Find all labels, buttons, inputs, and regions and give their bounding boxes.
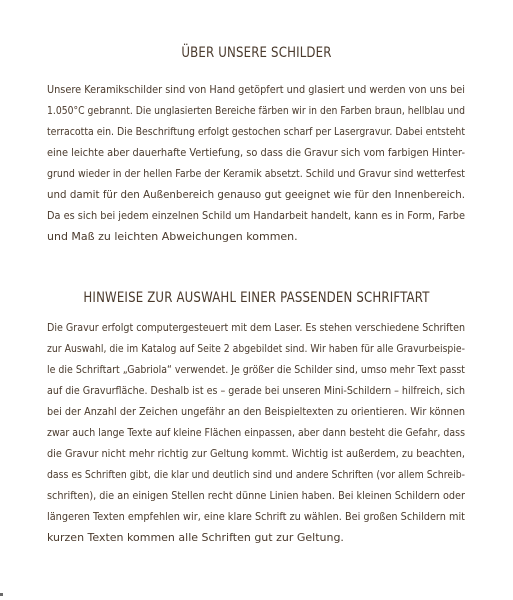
text-line: Die Gravur erfolgt computergesteuert mit dem Laser. Es stehen verschiedene Schriften (47, 321, 465, 334)
section-title-font-selection: HINWEISE ZUR AUSWAHL EINER PASSENDEN SCHRIFTART (83, 290, 430, 306)
text-line: eine leichte aber dauerhafte Vertiefung, so dass die Gravur sich vom farbigen Hinter- (47, 146, 465, 159)
text-line: und damit für den Außenbereich genauso gut geeignet wie für den Innenbereich. (47, 188, 465, 201)
text-line: Unsere Keramikschilder sind von Hand getöpfert und glasiert und werden von uns bei (47, 83, 465, 96)
text-line: le die Schriftart „Gabriola“ verwendet. Je größer die Schilder sind, umso mehr Text passt (47, 363, 465, 376)
text-line: schriften), die an einigen Stellen recht dünne Linien haben. Bei kleinen Schildern oder (47, 489, 465, 502)
text-line: auf die Gravurfläche. Deshalb ist es – gerade bei unseren Mini-Schildern – hilfreich, sich (47, 384, 465, 397)
text-line: zur Auswahl, die im Katalog auf Seite 2 abgebildet sind. Wir haben für alle Gravurbeispie- (47, 342, 465, 355)
text-line: zwar auch lange Texte auf kleine Flächen einpassen, aber dann besteht die Gefahr, dass (47, 426, 465, 439)
text-line: 1.050°C gebrannt. Die unglasierten Bereiche färben wir in den Farben braun, hellblau und (47, 104, 465, 117)
text-line: terracotta ein. Die Beschriftung erfolgt gestochen scharf per Lasergravur. Dabei entsteht (47, 125, 465, 138)
text-line: bei der Anzahl der Zeichen ungefähr an den Beispieltexten zu orientieren. Wir können (47, 405, 465, 418)
text-line: dass es Schriften gibt, die klar und deutlich sind und andere Schriften (vor allem Schreib- (47, 468, 465, 481)
text-line: die Gravur nicht mehr richtig zur Geltung kommt. Wichtig ist außerdem, zu beachten, (47, 447, 465, 460)
text-line: kurzen Texten kommen alle Schriften gut zur Geltung. (47, 531, 344, 544)
section-title-about-signs: ÜBER UNSERE SCHILDER (181, 45, 332, 61)
text-line: Da es sich bei jedem einzelnen Schild um Handarbeit handelt, kann es in Form, Farbe (47, 209, 465, 222)
text-line: und Maß zu leichten Abweichungen kommen. (47, 230, 298, 243)
text-line: längeren Texten empfehlen wir, eine klare Schrift zu wählen. Bei großen Schildern mit (47, 510, 465, 523)
page-edge-mark (0, 593, 3, 596)
text-line: grund wieder in der hellen Farbe der Keramik absetzt. Schild und Gravur sind wetterfest (47, 167, 465, 180)
